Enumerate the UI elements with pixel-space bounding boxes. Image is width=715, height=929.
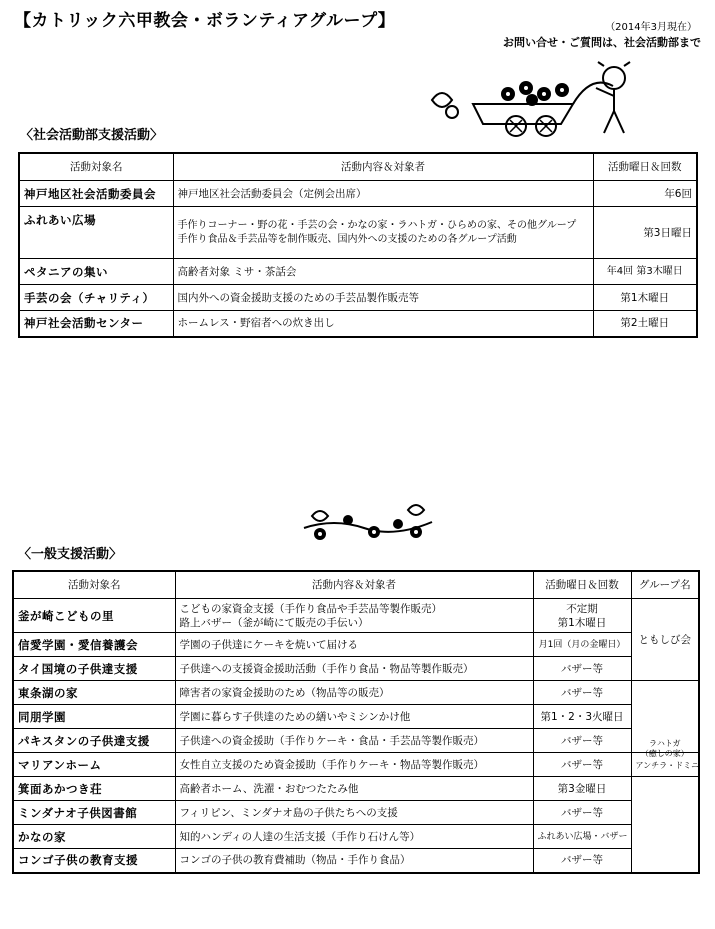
section-title-social: 〈社会活動部支援活動〉 <box>20 128 164 143</box>
document-title: 【カトリック六甲教会・ボランティアグループ】 <box>14 11 396 31</box>
table-row <box>19 181 697 207</box>
table-row <box>19 311 697 337</box>
table-row <box>19 285 697 311</box>
section-title-general: 〈一般支援活動〉 <box>18 547 123 562</box>
activity-content: フィリピン、ミンダナオ島の子供たちへの支援 <box>175 801 533 825</box>
activity-content: 子供達への資金援助（手作りケーキ・食品・手芸品等製作販売） <box>175 729 533 753</box>
group-name: ラハトガ <box>648 739 681 748</box>
activity-schedule: 月1回（月の金曜日） <box>533 633 631 657</box>
header-activity-content: 活動内容＆対象者 <box>173 153 593 181</box>
table-row <box>13 705 699 729</box>
activity-content: こどもの家資金支援（手作り食品や手芸品等製作販売） 路上バザー（釜が崎にて販売の手伝い） <box>175 599 533 633</box>
table-row <box>13 801 699 825</box>
activity-name: かなの家 <box>13 825 175 849</box>
group-name-sub: （癒しの家） <box>640 749 689 758</box>
table-row <box>13 777 699 801</box>
activity-schedule: バザー等 <box>533 849 631 873</box>
activity-schedule: バザー等 <box>533 729 631 753</box>
activity-content: ホームレス・野宿者への炊き出し <box>173 311 593 337</box>
table-row <box>13 729 699 753</box>
table-row <box>19 207 697 259</box>
activity-name: 神戸社会活動センター <box>19 311 173 337</box>
activity-schedule: バザー等 <box>533 753 631 777</box>
activity-schedule: 年6回 <box>593 181 697 207</box>
activity-name: 神戸地区社会活動委員会 <box>19 181 173 207</box>
document-date: （2014年3月現在） <box>605 22 697 33</box>
activity-name: マリアンホーム <box>13 753 175 777</box>
group-cell <box>631 777 699 873</box>
activity-name: ペタニアの集い <box>19 259 173 285</box>
activity-schedule: 第1木曜日 <box>593 285 697 311</box>
group-name: ともしび会 <box>638 633 691 646</box>
activity-schedule: 第1・2・3火曜日 <box>533 705 631 729</box>
activity-content: 手作りコーナー・野の花・手芸の会・かなの家・ラハトガ・ひらめの家、その他グループ 手作り食品＆手芸品等を制作販売、国内外への支援のための各グループ活動 <box>173 207 593 259</box>
flower-vine-illustration <box>298 498 438 548</box>
activity-schedule: 第3日曜日 <box>593 207 697 259</box>
activity-name: ふれあい広場 <box>19 207 173 259</box>
group-cell <box>631 739 700 777</box>
activity-name: 釜が崎こどもの里 <box>13 599 175 633</box>
activity-name: 手芸の会（チャリティ） <box>19 285 173 311</box>
activity-schedule: バザー等 <box>533 657 631 681</box>
group-cell <box>631 599 699 681</box>
activity-content: 女性自立支援のため資金援助（手作りケーキ・物品等製作販売） <box>175 753 533 777</box>
activity-name: ミンダナオ子供図書館 <box>13 801 175 825</box>
header-schedule: 活動曜日＆回数 <box>593 153 697 181</box>
table-row <box>19 259 697 285</box>
activity-name: コンゴ子供の教育支援 <box>13 849 175 873</box>
activity-content: 高齢者ホーム、洗濯・おむつたたみ他 <box>175 777 533 801</box>
activity-content: 国内外への資金援助支援のための手芸品製作販売等 <box>173 285 593 311</box>
table-header-row <box>13 571 699 599</box>
table-row <box>13 681 699 705</box>
table-row <box>13 825 699 849</box>
flower-cart-illustration <box>428 60 638 138</box>
activity-schedule: 不定期 第1木曜日 <box>533 599 631 633</box>
contact-note: お問い合せ・ご質問は、社会活動部まで <box>503 36 701 49</box>
activity-name: 信愛学園・愛信養護会 <box>13 633 175 657</box>
activity-schedule: ふれあい広場・バザー <box>533 825 631 849</box>
group-name: アンチラ・ドミニ <box>635 761 700 770</box>
activity-name: 同朋学園 <box>13 705 175 729</box>
activity-content: 学園の子供達にケーキを焼いて届ける <box>175 633 533 657</box>
activity-schedule: 年4回 第3木曜日 <box>593 259 697 285</box>
activity-content: 知的ハンディの人達の生活支援（手作り石けん等） <box>175 825 533 849</box>
table-row <box>13 599 699 633</box>
table-row <box>13 753 699 777</box>
table-row <box>13 849 699 873</box>
activity-name: パキスタンの子供達支援 <box>13 729 175 753</box>
header-activity-name: 活動対象名 <box>19 153 173 181</box>
activity-content: 子供達への支援資金援助活動（手作り食品・物品等製作販売） <box>175 657 533 681</box>
activity-content: 神戸地区社会活動委員会（定例会出席） <box>173 181 593 207</box>
header-group-name: グループ名 <box>631 571 699 599</box>
activity-content: 学園に暮らす子供達のための繕いやミシンかけ他 <box>175 705 533 729</box>
activity-name: タイ国境の子供達支援 <box>13 657 175 681</box>
header-activity-content: 活動内容＆対象者 <box>175 571 533 599</box>
table-header-row <box>19 153 697 181</box>
activity-name: 箕面あかつき荘 <box>13 777 175 801</box>
activity-content: 障害者の家資金援助のため（物品等の販売） <box>175 681 533 705</box>
social-activities-table <box>18 152 698 338</box>
activity-content: 高齢者対象 ミサ・茶話会 <box>173 259 593 285</box>
activity-schedule: バザー等 <box>533 681 631 705</box>
activity-schedule: 第2土曜日 <box>593 311 697 337</box>
table-row <box>13 657 699 681</box>
header-schedule: 活動曜日＆回数 <box>533 571 631 599</box>
activity-content: コンゴの子供の教育費補助（物品・手作り食品） <box>175 849 533 873</box>
table-row <box>13 633 699 657</box>
activity-schedule: 第3金曜日 <box>533 777 631 801</box>
activity-schedule: バザー等 <box>533 801 631 825</box>
header-activity-name: 活動対象名 <box>13 571 175 599</box>
activity-name: 東条湖の家 <box>13 681 175 705</box>
general-activities-table <box>12 570 700 874</box>
